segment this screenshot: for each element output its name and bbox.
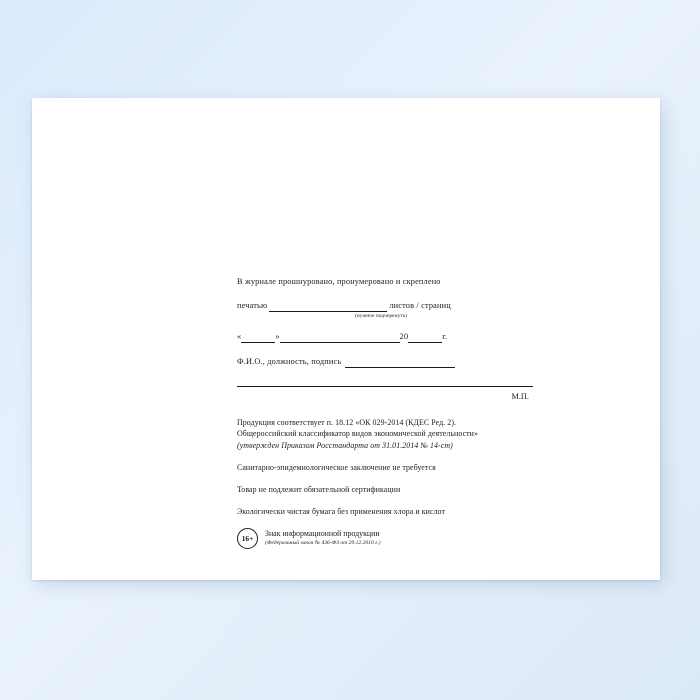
date-month-field[interactable] [280, 334, 400, 343]
stamp-place-label: М.П. [511, 391, 529, 401]
spacer [237, 401, 567, 417]
age-mark-subtitle: (Федеральный закон № 436-ФЗ от 29.12.2010 г.) [265, 540, 381, 547]
document-content [237, 276, 567, 549]
age-rating-icon: 16+ [237, 528, 258, 549]
compliance-line-3: (утвержден Приказом Росстандарта от 31.01.2014 № 14-ст) [237, 441, 453, 451]
count-blank-field[interactable] [269, 303, 387, 312]
spacer [237, 452, 567, 462]
signature-field[interactable] [345, 359, 455, 368]
stamp-count-row [237, 300, 567, 312]
date-row [237, 331, 567, 343]
age-mark-block [237, 528, 567, 549]
spacer [237, 343, 567, 356]
compliance-line-4: Санитарно-эпидемиологическое заключение не требуется [237, 463, 436, 473]
date-year-suffix: г. [442, 331, 448, 341]
age-mark-title: Знак информационной продукции [265, 528, 380, 538]
signature-row [237, 356, 567, 368]
certification-line-1: В журнале прошнуровано, пронумеровано и скреплено [237, 277, 441, 286]
certification-block [237, 276, 567, 401]
compliance-line-1: Продукция соответствует п. 18.12 «ОК 029-2014 (КДЕС Ред. 2). [237, 417, 457, 427]
document-page [32, 98, 660, 580]
age-mark-text [265, 529, 381, 548]
stamp-label: печатью [237, 301, 268, 311]
pages-label: листов / страниц [389, 301, 451, 311]
underline-hint-caption: (нужное подчеркнуть) [355, 313, 408, 320]
date-year-field[interactable] [408, 334, 442, 343]
signature-second-line[interactable] [237, 377, 533, 387]
compliance-block [237, 417, 567, 518]
spacer [237, 320, 567, 331]
compliance-line-2: Общероссийский классификатор видов экономической деятельности» [237, 429, 478, 439]
spacer [237, 496, 567, 506]
date-year-prefix: 20 [399, 331, 409, 341]
signature-label: Ф.И.О., должность, подпись [237, 356, 342, 366]
spacer [237, 474, 567, 484]
date-close-quote: » [275, 331, 280, 341]
compliance-line-5: Товар не подлежит обязательной сертификации [237, 484, 401, 494]
spacer [237, 368, 567, 377]
compliance-line-6: Экологически чистая бумага без применения хлора и кислот [237, 506, 445, 516]
date-open-quote: « [237, 331, 242, 341]
date-day-field[interactable] [241, 334, 275, 343]
spacer [237, 288, 567, 300]
